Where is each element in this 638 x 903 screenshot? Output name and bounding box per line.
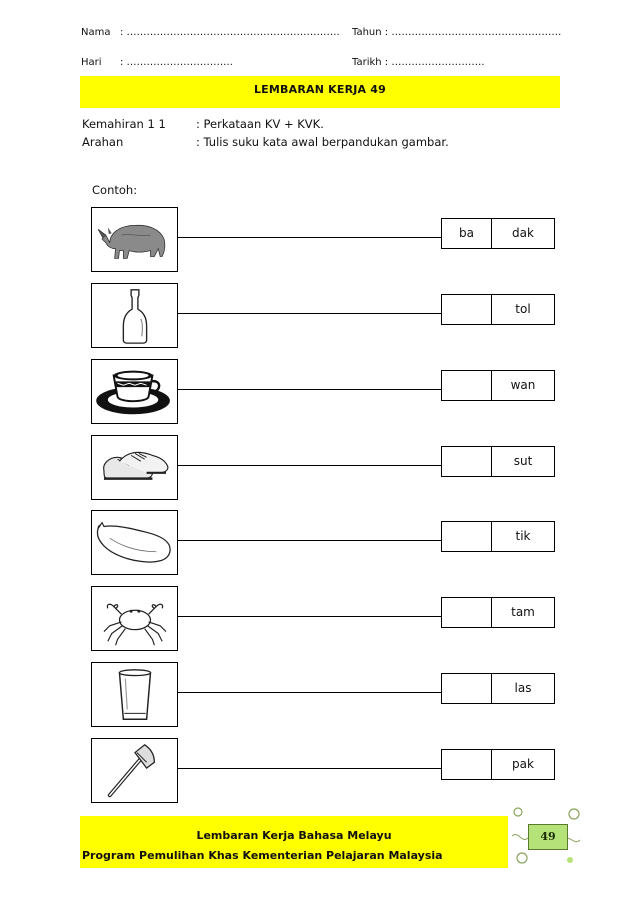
cup-icon [92,360,177,423]
syllable-box: tam [491,597,555,628]
answer-box[interactable] [441,370,492,401]
syllable-box: dak [491,218,555,249]
answer-box[interactable] [441,673,492,704]
syllable-box: pak [491,749,555,780]
answer-box[interactable]: ba [441,218,492,249]
axe-icon [92,739,177,802]
connector-line [178,768,441,769]
kemahiran-value: : Perkataan KV + KVK. [196,117,324,131]
kemahiran-label: Kemahiran 1 1 [82,117,166,131]
answer-box[interactable] [441,521,492,552]
connector-line [178,692,441,693]
picture-box [91,207,178,272]
hari-label: Hari [81,57,102,68]
answer-box[interactable] [441,446,492,477]
bottle-icon [92,284,177,347]
worksheet-title: LEMBARAN KERJA 49 [80,76,560,108]
connector-line [178,465,441,466]
syllable-box: las [491,673,555,704]
shoes-icon [92,436,177,499]
crab-icon [92,587,177,650]
nama-label: Nama [81,27,111,38]
picture-box [91,586,178,651]
syllable-box: tol [491,294,555,325]
picture-box [91,738,178,803]
nama-field[interactable]: : ………………………………………………………. [120,27,340,38]
answer-box[interactable] [441,597,492,628]
footer-banner [80,816,508,868]
picture-box [91,359,178,424]
tarikh-field[interactable]: Tarikh : ………………………. [352,57,485,68]
picture-box [91,510,178,575]
tahun-field[interactable]: Tahun : …………………………………………… [352,27,562,38]
page-number-badge: 49 [528,824,568,850]
hari-field[interactable]: : ………………………….. [120,57,233,68]
connector-line [178,389,441,390]
arahan-value: : Tulis suku kata awal berpandukan gambar. [196,135,449,149]
connector-line [178,616,441,617]
answer-box[interactable] [441,749,492,780]
picture-box [91,435,178,500]
syllable-box: sut [491,446,555,477]
connector-line [178,313,441,314]
answer-box[interactable] [441,294,492,325]
connector-line [178,237,441,238]
papaya-icon [92,511,177,574]
footer-line-2: Program Pemulihan Khas Kementerian Pelajaran Malaysia [82,849,443,862]
picture-box [91,283,178,348]
arahan-label: Arahan [82,135,124,149]
connector-line [178,540,441,541]
syllable-box: wan [491,370,555,401]
footer-line-1: Lembaran Kerja Bahasa Melayu [196,829,392,842]
glass-icon [92,663,177,726]
rhinoceros-icon [92,208,177,271]
picture-box [91,662,178,727]
contoh-label: Contoh: [92,183,138,197]
syllable-box: tik [491,521,555,552]
